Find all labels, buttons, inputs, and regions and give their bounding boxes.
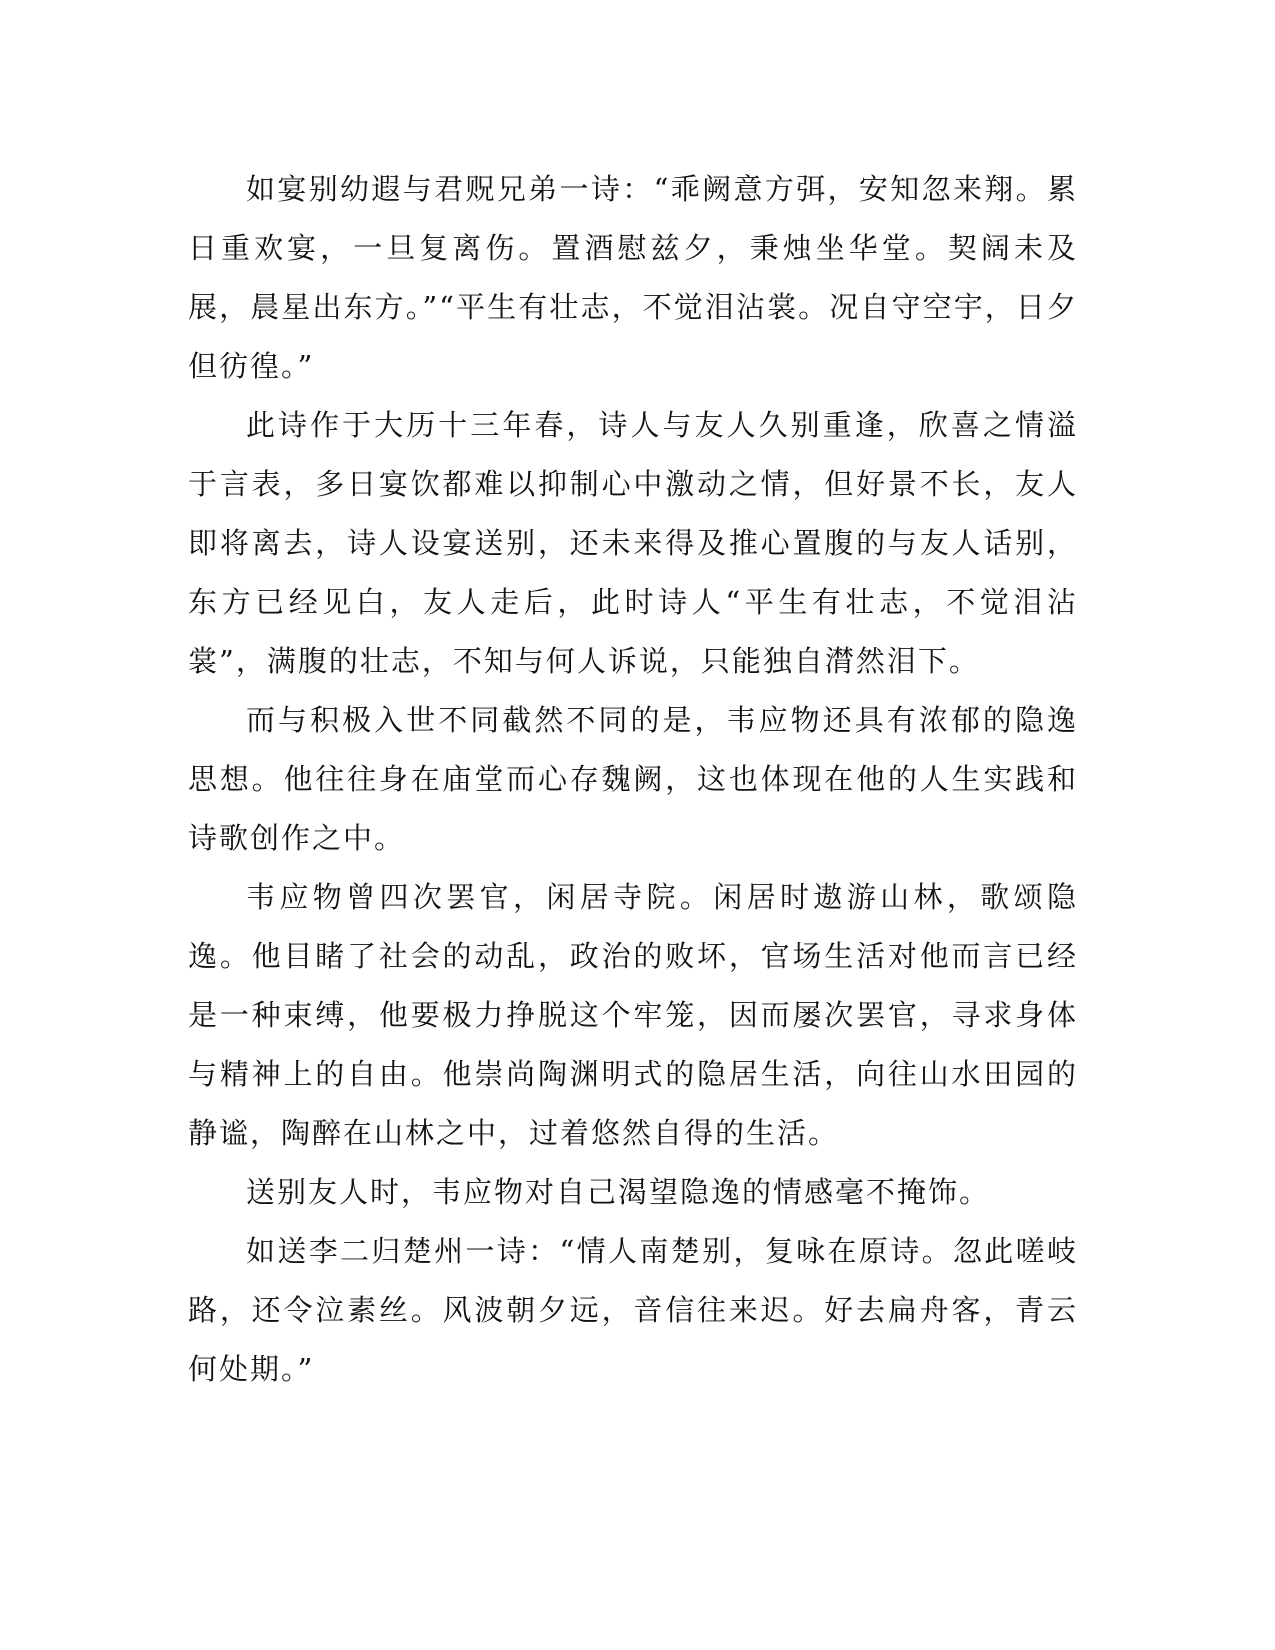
paragraph-6: 如送李二归楚州一诗：“情人南楚别，复咏在原诗。忽此嗟岐路，还令泣素丝。风波朝夕远，音信往来迟。好去扁舟客，青云何处期。”	[188, 1234, 1078, 1386]
paragraph-2: 此诗作于大历十三年春，诗人与友人久别重逢，欣喜之情溢于言表，多日宴饮都难以抑制心中激动之情，但好景不长，友人即将离去，诗人设宴送别，还未来得及推心置腹的与友人话别，东方已经见白，友人走后，此时诗人“平生有壮志，不觉泪沾裳”，满腹的壮志，不知与何人诉说，只能独自潸然泪下。	[188, 408, 1078, 678]
paragraph-3: 而与积极入世不同截然不同的是，韦应物还具有浓郁的隐逸思想。他往往身在庙堂而心存魏阙，这也体现在他的人生实践和诗歌创作之中。	[188, 703, 1078, 855]
paragraph-4: 韦应物曾四次罢官，闲居寺院。闲居时遨游山林，歌颂隐逸。他目睹了社会的动乱，政治的败坏，官场生活对他而言已经是一种束缚，他要极力挣脱这个牢笼，因而屡次罢官，寻求身体与精神上的自由。他崇尚陶渊明式的隐居生活，向往山水田园的静谧，陶醉在山林之中，过着悠然自得的生活。	[188, 880, 1078, 1150]
paragraph-1: 如宴别幼遐与君贶兄弟一诗：“乖阙意方弭，安知忽来翔。累日重欢宴，一旦复离伤。置酒慰兹夕，秉烛坐华堂。契阔未及展，晨星出东方。”“平生有壮志，不觉泪沾裳。况自守空宇，日夕但彷徨。”	[188, 172, 1078, 383]
paragraph-5: 送别友人时，韦应物对自己渴望隐逸的情感毫不掩饰。	[246, 1175, 991, 1209]
document-body	[188, 160, 1078, 1399]
